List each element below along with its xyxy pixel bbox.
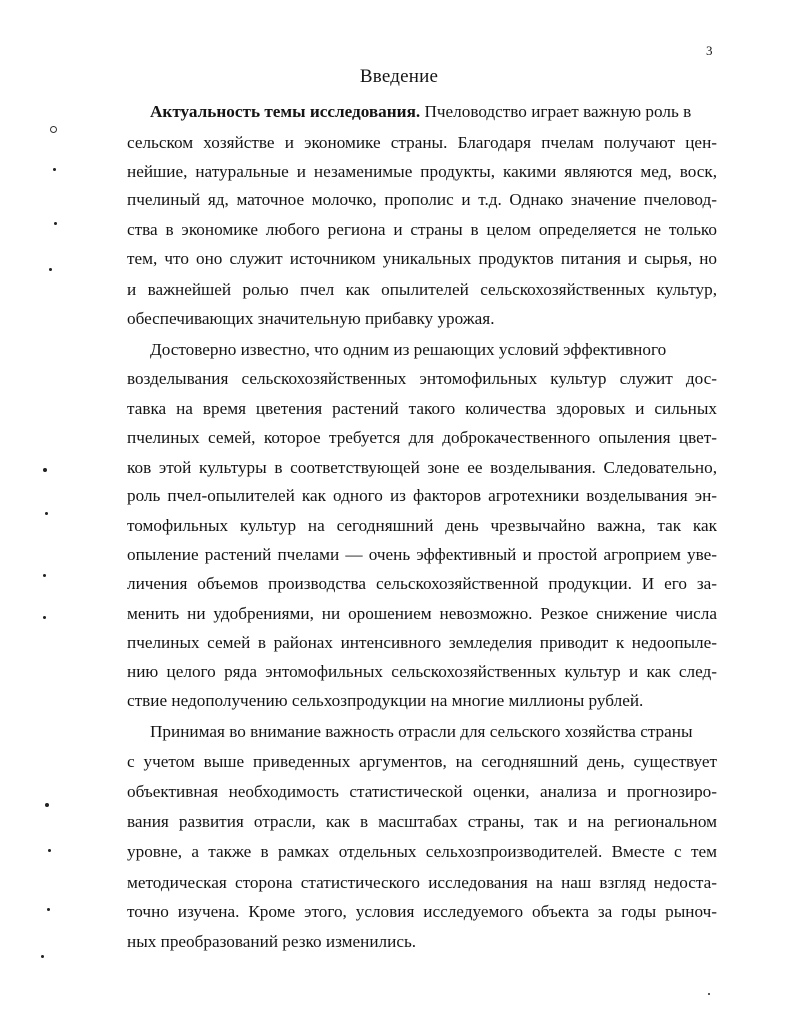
text-line: обеспечивающих значительную прибавку урожая. [127,309,495,328]
text-line: сельском хозяйстве и экономике страны. Благодаря пчелам получают цен- [127,133,717,152]
text-line: тавка на время цветения растений такого количества здоровых и сильных [127,399,717,418]
text-line: пчелиных семей в районах интенсивного земледелия приводит к недоопыле- [127,633,717,652]
text-line: нию целого ряда энтомофильных сельскохозяйственных культур и как след- [127,662,717,681]
scan-speck [708,993,710,995]
text-line: ствие недополучению сельхозпродукции на многие миллионы рублей. [127,691,644,710]
scan-speck [47,908,50,911]
page-title: Введение [359,66,439,87]
lead-heading: Актуальность темы исследования. [150,102,421,121]
text-line: методическая сторона статистического исследования на наш взгляд недоста- [127,873,717,892]
scan-speck [45,803,49,807]
text-line: уровне, а также в рамках отдельных сельхозпроизводителей. Вместе с тем [127,842,717,861]
text-line: и важнейшей ролью пчел как опылителей сельскохозяйственных культур, [127,280,717,299]
text-line: роль пчел-опылителей как одного из факторов агротехники возделывания эн- [127,486,717,505]
text-line: ков этой культуры в соответствующей зоне ее возделывания. Следовательно, [127,458,717,477]
text-line: Актуальность темы исследования. Пчеловодство играет важную роль в [150,102,692,121]
text-line: ных преобразований резко изменились. [127,932,417,951]
text-line: ства в экономике любого региона и страны в целом определяется не только [127,220,717,239]
scan-speck [53,168,56,171]
scan-speck [54,222,57,225]
page-number: 3 [706,43,713,58]
text-line: Достоверно известно, что одним из решающих условий эффективного [150,340,667,359]
text-line: вания развития отрасли, как в масштабах страны, так и на региональном [127,812,717,831]
text-line: объективная необходимость статистической оценки, анализа и прогнозиро- [127,782,717,801]
scan-speck [49,268,52,271]
scan-speck [43,574,46,577]
text-line: пчелиных семей, которое требуется для доброкачественного опыления цвет- [127,428,717,447]
scan-speck [43,616,46,619]
text-line: нейшие, натуральные и незаменимые продукты, какими являются мед, воск, [127,162,717,181]
text-line: личения объемов производства сельскохозяйственной продукции. И его за- [127,574,717,593]
scan-speck [48,849,51,852]
text-line: пчелиный яд, маточное молочко, прополис и т.д. Однако значение пчеловод- [127,190,717,209]
text-line: возделывания сельскохозяйственных энтомофильных культур служит дос- [127,369,717,388]
text-line: томофильных культур на сегодняшний день чрезвычайно важна, так как [127,516,717,535]
text-line: опыление растений пчелами — очень эффективный и простой агроприем уве- [127,545,717,564]
scan-speck [41,955,44,958]
scan-speck [43,468,47,472]
scan-speck [50,126,57,133]
text-line: тем, что оно служит источником уникальных продуктов питания и сырья, но [127,249,717,268]
text-line: точно изучена. Кроме этого, условия исследуемого объекта за годы рыноч- [127,902,717,921]
scan-speck [45,512,48,515]
text-line: Принимая во внимание важность отрасли для сельского хозяйства страны [150,722,693,741]
text-line: менить ни удобрениями, ни орошением невозможно. Резкое снижение числа [127,604,717,623]
text-line: с учетом выше приведенных аргументов, на сегодняшний день, существует [127,752,717,771]
